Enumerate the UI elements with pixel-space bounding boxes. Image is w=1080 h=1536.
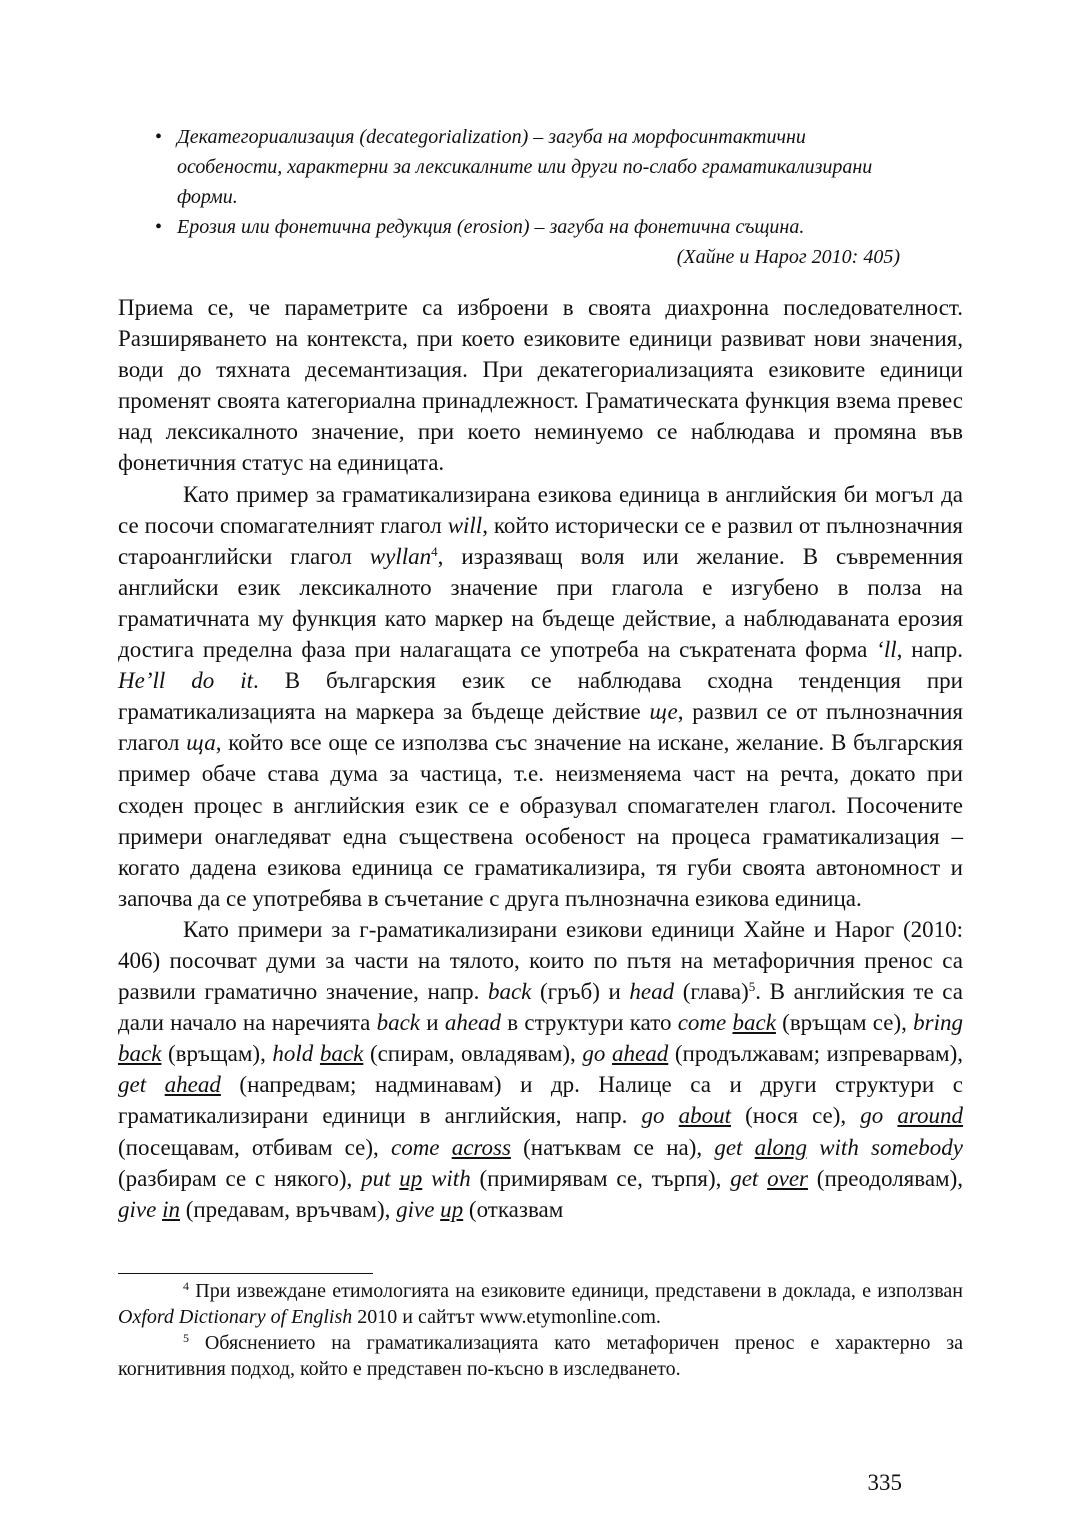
paragraph-2: Като пример за граматикализирана езикова единица в английския би могъл да се посочи спомагателният глагол will, който исторически се е развил от пълнозначния староанглийски глагол wyllan$^4$, изразяващ воля или желание. В съвременния английски език лексикалното значение при глагола е изгубено в полза на граматичната му функция като маркер на бъдеще действие, а наблюдаваната ерозия достига пределна фаза при налагащата се употреба на съкратената форма ‘ll, напр. He’ll do it. В българския език се наблюдава сходна тенденция при граматикализацията на маркера за бъдеще действие ще, развил се от пълнозначния глагол ща, който все още се използва със значение на искане, желание. В българския пример обаче става дума за частица, т.е. неизменяема част на речта, докато при сходен процес в английския език се е образувал спомагателен глагол. Посочените примери онагледяват една съществена особеност на процеса граматикализация – когато дадена езикова единица се граматикализира, тя губи своята автономност и започва да се употребява в съчетание с друга пълнозначна езикова единица. bbox=[118, 481, 963, 911]
term-back: back bbox=[487, 979, 532, 1005]
term-ll: ‘ll bbox=[876, 637, 897, 663]
phrasal-give-in: give in bbox=[118, 1196, 180, 1222]
phrasal-get-over: get over bbox=[730, 1165, 808, 1191]
citation: (Хайне и Нарог 2010: 405) bbox=[676, 246, 900, 268]
phrasal-bring-back: bring back bbox=[118, 1010, 963, 1067]
bullet-item-decategorialization: • Декатегориализация (decategorialization) – загуба на морфосинтактични особености, характерни за лексикалните или други по-слабо граматикализирани форми. bbox=[155, 122, 900, 212]
phrasal-give-up: give up bbox=[396, 1196, 464, 1222]
phrasal-go-ahead: go ahead bbox=[582, 1041, 669, 1067]
page-number: 335 bbox=[867, 1470, 902, 1495]
paragraph-1: Приема се, че параметрите са изброени в своята диахронна последователност. Разширяването на контекста, при което езиковите единици развиват нови значения, води до тяхната десемантизация. При декатегориализацията езиковите единици променят своята категориална принадлежност. Граматическата функция взема превес над лексикалното значение, при което неминуемо се наблюдава и промяна във фонетичния статус на единицата. bbox=[118, 295, 963, 476]
term-head: head bbox=[629, 979, 675, 1005]
term-wyllan: wyllan bbox=[369, 543, 432, 569]
bullet-item-erosion: • Ерозия или фонетична редукция (erosion) – загуба на фонетична същина. bbox=[155, 212, 900, 242]
phrasal-go-around: go around bbox=[860, 1103, 964, 1129]
phrasal-go-about: go about bbox=[641, 1103, 732, 1129]
term-shte: ще bbox=[649, 699, 678, 725]
phrasal-hold-back: hold back bbox=[272, 1041, 364, 1067]
footnote-ref-4[interactable]: 4 bbox=[431, 543, 438, 559]
phrasal-put-up-with: put up with bbox=[361, 1165, 471, 1191]
footnote-5: $^5$ Обяснението на граматикализацията като метафоричен пренос е характерно за когнитивния подход, който е представен по-късно в изследването. bbox=[118, 1331, 964, 1380]
quoted-parameter-list bbox=[155, 122, 900, 272]
phrasal-get-along-with-somebody: get along with somebody bbox=[714, 1134, 963, 1160]
term-ahead: ahead bbox=[444, 1010, 502, 1036]
term-shta: ща bbox=[186, 730, 216, 756]
paragraph-3: Като примери за г-раматикализирани езикови единици Хайне и Нарог (2010: 406) посочват думи за части на тялото, които по пътя на метафоричния пренос са развили граматично значение, напр. back (гръб) и head (глава)$^5$. В английския те са дали начало на наречията back и ahead в структури като come back (връщам се), bring back (връщам), hold back (спирам, овладявам), go ahead (продължавам; изпреварвам), get ahead (напредвам; надминавам) и др. Налице са и други структури с граматикализирани единици в английския, напр. go about (нося се), go around (посещавам, отбивам се), come across (натъквам се на), get along with somebody (разбирам се с някого), put up with (примирявам се, търпя), get over (преодолявам), give in (предавам, връчвам), give up (отказвам bbox=[118, 916, 964, 1222]
footnote-divider bbox=[118, 1273, 373, 1274]
term-back-adverb: back bbox=[376, 1010, 421, 1036]
footnote-ref-5[interactable]: 5 bbox=[748, 979, 756, 995]
source-title: Oxford Dictionary of English bbox=[118, 1306, 353, 1328]
term-will: will bbox=[447, 512, 483, 538]
body-text bbox=[118, 292, 963, 1225]
phrasal-come-back: come back bbox=[677, 1010, 776, 1036]
example-hell-do-it: He’ll do it bbox=[118, 668, 253, 694]
footnotes bbox=[118, 1278, 963, 1382]
phrasal-get-ahead: get ahead bbox=[118, 1072, 221, 1098]
footnote-4: $^4$ При извеждане етимологията на езиковите единици, представени в доклада, е използван Oxford Dictionary of English 2010 и сайтът www.etymonline.com. bbox=[118, 1279, 963, 1328]
phrasal-come-across: come across bbox=[390, 1134, 511, 1160]
